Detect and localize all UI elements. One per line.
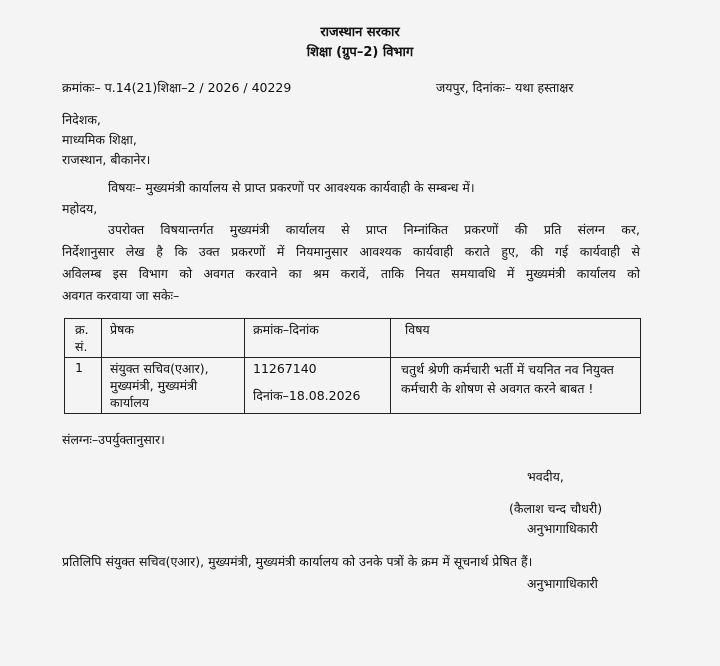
subject-line: विषयः– मुख्यमंत्री कार्यालय से प्राप्त प्रकरणों पर आवश्यक कार्यवाही के सम्बन्ध में। [108,180,475,195]
cell-sender: संयुक्त सचिव(एआर), मुख्यमंत्री, मुख्यमंत्री कार्यालय [102,358,245,414]
header-government: राजस्थान सरकार [320,25,400,40]
header-department: शिक्षा (ग्रुप–2) विभाग [306,45,414,60]
salutation: महोदय, [62,201,98,216]
addressee-line-1: निदेशक, [62,112,101,127]
reference-table [64,318,641,414]
closing: भवदीय, [527,469,564,484]
header-number-date: क्रमांक–दिनांक [245,319,391,358]
body-line-3: अविलम्ब इस विभाग को अवगत करवाने का श्रम करावें, ताकि नियत समयावधि में मुख्यमंत्री कार्यालय को [62,266,640,281]
enclosure: संलग्नः–उपर्युक्तानुसार। [62,432,165,447]
signatory-designation: अनुभागाधिकारी [527,521,598,536]
cell-number: 11267140 [253,361,317,376]
addressee-line-3: राजस्थान, बीकानेर। [62,152,151,167]
place-date: जयपुर, दिनांकः– यथा हस्ताक्षर [436,80,574,95]
body-line-1: उपरोक्त विषयान्तर्गत मुख्यमंत्री कार्यालय से प्राप्त निम्नांकित प्रकरणों की प्रति संलग्न कर, [108,222,640,237]
cell-subject: चतुर्थ श्रेणी कर्मचारी भर्ती में चयनित नव नियुक्त कर्मचारी के शोषण से अवगत करने बाबत ! [391,358,641,414]
cell-sno: 1 [65,358,102,414]
reference-number: क्रमांकः– प.14(21)शिक्षा–2 / 2026 / 40229 [62,80,292,95]
signatory-name: (कैलाश चन्द चौधरी) [509,501,603,516]
body-line-4: अवगत करवाया जा सकेः– [62,288,180,303]
cell-date: दिनांक–18.08.2026 [253,388,361,403]
copy-to: प्रतिलिपि संयुक्त सचिव(एआर), मुख्यमंत्री, मुख्यमंत्री कार्यालय को उनके पत्रों के क्रम में सूचनार्थ प्रेषित हैं। [62,554,533,569]
copy-designation: अनुभागाधिकारी [527,576,598,591]
cell-number-date [245,358,391,414]
body-line-2: निर्देशानुसार लेख है कि उक्त प्रकरणों में नियमानुसार आवश्यक कार्यवाही कराते हुए, की गई कार्यवाही से [62,244,640,259]
table-header-row [65,319,641,358]
header-subject: विषय [391,319,641,358]
header-sender: प्रेषक [102,319,245,358]
table-row [65,358,641,414]
addressee-line-2: माध्यमिक शिक्षा, [62,132,137,147]
header-sno: क्र. सं. [65,319,102,358]
